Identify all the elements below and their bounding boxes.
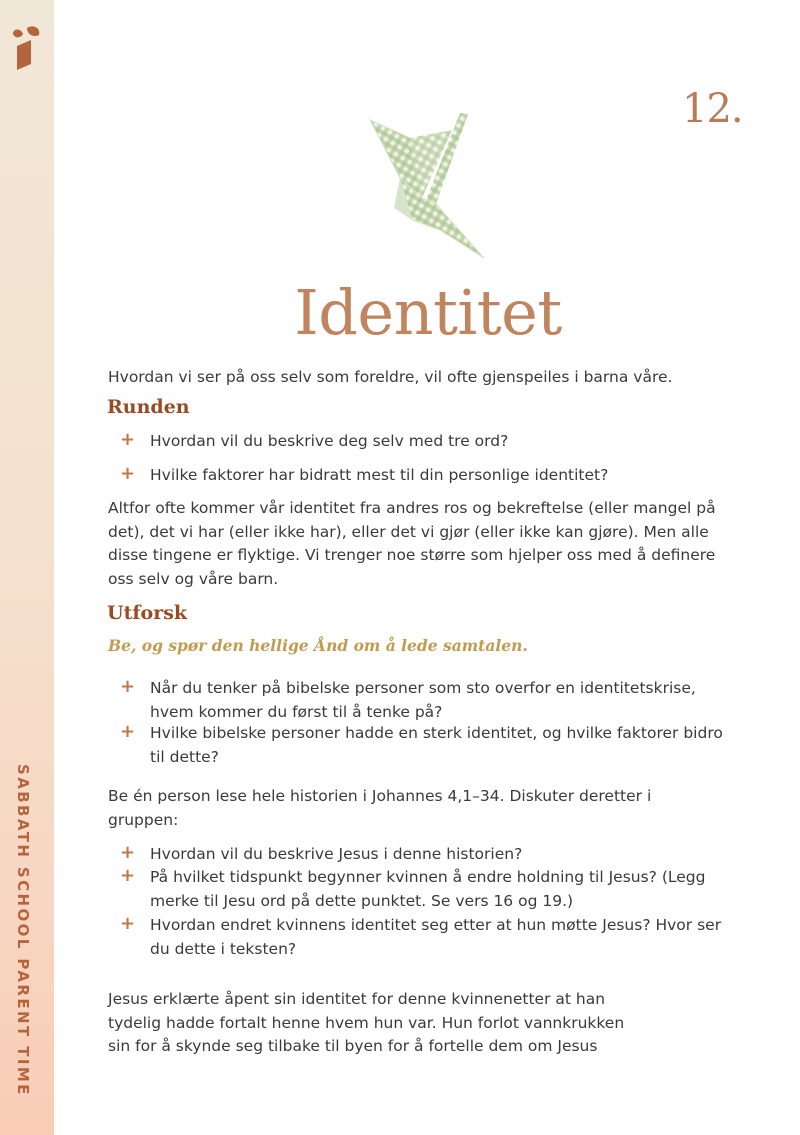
reading-instruction: Be én person lese hele historien i Johannes 4,1–34. Diskuter deretter i gruppen: xyxy=(108,787,652,829)
plus-icon: + xyxy=(120,721,136,742)
prayer-prompt: Be, og spør den hellige Ånd om å lede samtalen. xyxy=(108,636,528,655)
origami-crane-icon xyxy=(360,108,490,266)
list-item: + På hvilket tidspunkt begynner kvinnen å endre holdning til Jesus? (Legg merke til Jesu ord på dette punktet. Se vers 16 og 19.) xyxy=(120,865,706,910)
list-item: + Når du tenker på bibelske personer som sto overfor en identitetskrise, hvem kommer du først til å tenke på? xyxy=(120,676,696,721)
plus-icon: + xyxy=(120,913,136,934)
plus-icon: + xyxy=(120,676,136,697)
list-item: + Hvilke faktorer har bidratt mest til din personlige identitet? xyxy=(120,463,609,484)
runden-paragraph: Altfor ofte kommer vår identitet fra andres ros og bekreftelse (eller mangel på det), det vi har (eller ikke har), eller det vi gjør (eller ikke kan gjøre). Men alle disse tingene er flyktige. Vi trenger noe større som hjelper oss med å definere oss selv og våre barn. xyxy=(108,499,716,588)
list-item: + Hvilke bibelske personer hadde en sterk identitet, og hvilke faktorer bidro til dette? xyxy=(120,721,723,766)
sidebar-band xyxy=(0,0,54,1135)
vertical-series-label: SABBATH SCHOOL PARENT TIME xyxy=(14,764,32,1097)
intro-text: Hvordan vi ser på oss selv som foreldre, vil ofte gjenspeiles i barna våre. xyxy=(108,368,673,386)
plus-icon: + xyxy=(120,842,136,863)
plus-icon: + xyxy=(120,429,136,450)
page-title: Identitet xyxy=(294,276,562,349)
list-item: + Hvordan vil du beskrive deg selv med tre ord? xyxy=(120,429,509,450)
section-heading-runden: Runden xyxy=(107,396,190,418)
leaf-logo-icon xyxy=(9,24,45,70)
plus-icon: + xyxy=(120,865,136,886)
section-heading-utforsk: Utforsk xyxy=(107,602,188,624)
plus-icon: + xyxy=(120,463,136,484)
list-item: + Hvordan vil du beskrive Jesus i denne historien? xyxy=(120,842,523,863)
list-item: + Hvordan endret kvinnens identitet seg etter at hun møtte Jesus? Hvor ser du dette i teksten? xyxy=(120,913,722,958)
closing-paragraph: Jesus erklærte åpent sin identitet for denne kvinnenetter at han tydelig hadde fortalt henne hvem hun var. Hun forlot vannkrukken sin for å skynde seg tilbake til byen for å fortelle dem om Jesus xyxy=(108,990,625,1055)
lesson-number: 12. xyxy=(682,86,743,132)
